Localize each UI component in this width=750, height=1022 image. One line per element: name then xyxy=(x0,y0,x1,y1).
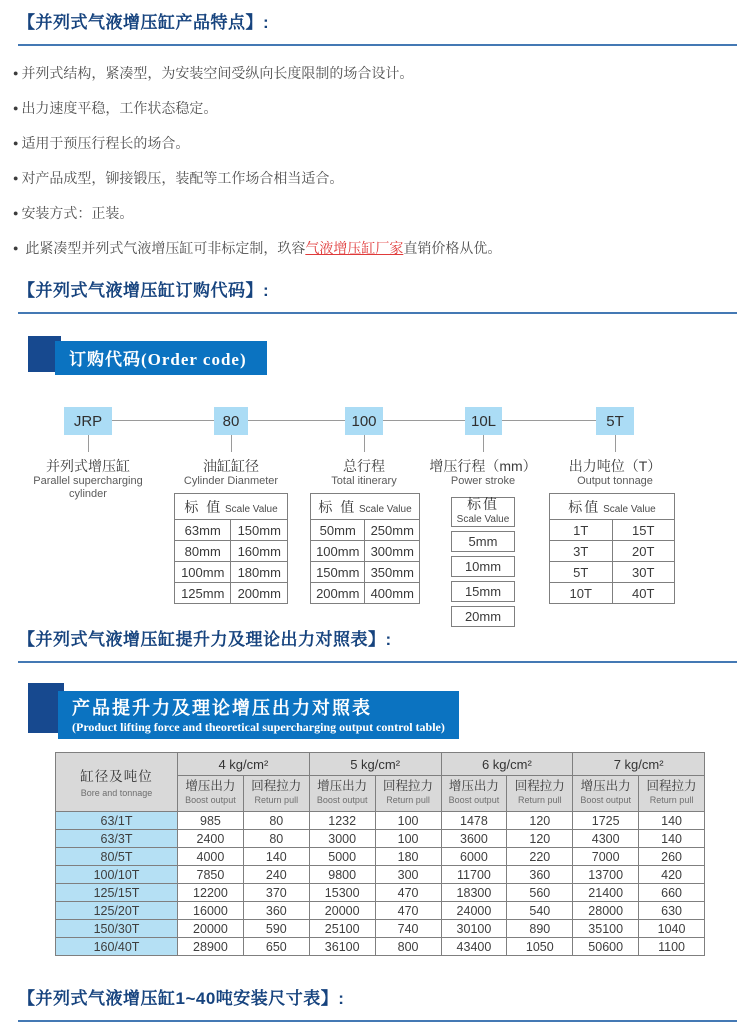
code-label-en: Total itinerary xyxy=(331,475,397,487)
value-cell: 120 xyxy=(507,812,573,830)
table-cell: 400mm xyxy=(365,583,420,604)
bore-tonnage-header xyxy=(56,753,178,812)
table-row xyxy=(550,562,675,583)
value-cell: 35100 xyxy=(573,920,639,938)
value-cell: 4300 xyxy=(573,830,639,848)
connector-tick xyxy=(88,435,89,452)
return-pull-header: 回程拉力 Return pull xyxy=(639,776,705,812)
code-box-bore: 80 xyxy=(214,407,248,435)
table-cell: 200mm xyxy=(311,583,365,604)
table-cell: 40T xyxy=(612,583,675,604)
value-cell: 140 xyxy=(639,830,705,848)
value-cell: 300 xyxy=(375,866,441,884)
value-cell: 220 xyxy=(507,848,573,866)
table-cell: 20mm xyxy=(451,606,515,627)
value-cell: 140 xyxy=(243,848,309,866)
value-cell: 630 xyxy=(639,902,705,920)
scale-value-table xyxy=(310,493,420,604)
code-box-power-stroke: 10L xyxy=(465,407,502,435)
return-pull-header: 回程拉力 Return pull xyxy=(507,776,573,812)
value-cell: 36100 xyxy=(309,938,375,956)
table-cell: 300mm xyxy=(365,541,420,562)
code-label-en: Cylinder Dianmeter xyxy=(183,475,279,487)
table-row xyxy=(56,920,705,938)
value-cell: 9800 xyxy=(309,866,375,884)
feature-text: 此紧凑型并列式气液增压缸可非标定制，玖容 xyxy=(25,240,306,256)
value-cell: 50600 xyxy=(573,938,639,956)
code-box-jrp: JRP xyxy=(64,407,112,435)
value-cell: 1478 xyxy=(441,812,507,830)
value-cell: 560 xyxy=(507,884,573,902)
table-row xyxy=(175,541,288,562)
dimension-section-title: 【并列式气液增压缸1~40吨安装尺寸表】: xyxy=(18,989,345,1008)
value-cell: 1232 xyxy=(309,812,375,830)
value-cell: 470 xyxy=(375,902,441,920)
table-row xyxy=(451,531,515,552)
boost-output-header: 增压出力 Boost output xyxy=(309,776,375,812)
value-cell: 260 xyxy=(639,848,705,866)
table-row xyxy=(56,848,705,866)
table-cell: 10mm xyxy=(451,556,515,577)
boost-output-header: 增压出力 Boost output xyxy=(178,776,244,812)
return-pull-header: 回程拉力 Return pull xyxy=(243,776,309,812)
connector-tick xyxy=(615,435,616,452)
bore-tonnage-cell: 160/40T xyxy=(56,938,178,956)
value-cell: 12200 xyxy=(178,884,244,902)
table-cell: 30T xyxy=(612,562,675,583)
table-row xyxy=(175,583,288,604)
scale-value-header: 标 值 Scale Value xyxy=(175,494,288,520)
table-cell: 63mm xyxy=(175,520,231,541)
code-label-cn: 总行程 xyxy=(343,458,385,474)
feature-list xyxy=(13,63,750,258)
feature-item: ● 适用于预压行程长的场合。 xyxy=(13,133,750,153)
pressure-header: 6 kg/cm² xyxy=(441,753,573,776)
bore-tonnage-cell: 125/20T xyxy=(56,902,178,920)
value-cell: 28900 xyxy=(178,938,244,956)
order-code-banner xyxy=(28,336,750,375)
value-cell: 30100 xyxy=(441,920,507,938)
connector-tick xyxy=(364,435,365,452)
value-cell: 18300 xyxy=(441,884,507,902)
divider xyxy=(18,661,737,663)
table-row xyxy=(56,830,705,848)
value-cell: 660 xyxy=(639,884,705,902)
code-box-tonnage: 5T xyxy=(596,407,634,435)
connector-tick xyxy=(483,435,484,452)
table-cell: 180mm xyxy=(231,562,288,583)
scale-value-table-tonnage xyxy=(549,493,675,604)
force-table-banner xyxy=(28,683,750,739)
value-cell: 890 xyxy=(507,920,573,938)
pressure-header: 7 kg/cm² xyxy=(573,753,705,776)
boost-output-header: 增压出力 Boost output xyxy=(573,776,639,812)
value-cell: 28000 xyxy=(573,902,639,920)
value-cell: 13700 xyxy=(573,866,639,884)
table-cell: 150mm xyxy=(231,520,288,541)
table-row xyxy=(311,520,420,541)
table-cell: 15T xyxy=(612,520,675,541)
order-section-title: 【并列式气液增压缸订购代码】: xyxy=(18,281,270,300)
code-box-stroke: 100 xyxy=(345,407,383,435)
divider xyxy=(18,312,737,314)
value-cell: 21400 xyxy=(573,884,639,902)
value-cell: 20000 xyxy=(178,920,244,938)
feature-item: ● 出力速度平稳，工作状态稳定。 xyxy=(13,98,750,118)
value-cell: 7000 xyxy=(573,848,639,866)
table-row xyxy=(550,541,675,562)
table-row xyxy=(311,562,420,583)
feature-text: 直销价格从优。 xyxy=(403,240,502,256)
value-cell: 100 xyxy=(375,812,441,830)
value-cell: 1050 xyxy=(507,938,573,956)
value-cell: 80 xyxy=(243,830,309,848)
value-cell: 5000 xyxy=(309,848,375,866)
code-label-en: Output tonnage xyxy=(577,475,653,487)
feature-item: ● 对产品成型，铆接锻压，装配等工作场合相当适合。 xyxy=(13,168,750,188)
order-code-diagram xyxy=(0,407,750,624)
value-cell: 985 xyxy=(178,812,244,830)
code-label-cn: 油缸缸径 xyxy=(203,458,259,474)
value-cell: 80 xyxy=(243,812,309,830)
comparison-table xyxy=(55,752,705,956)
bore-tonnage-cell: 63/3T xyxy=(56,830,178,848)
scale-value-table-bore xyxy=(174,493,288,604)
value-cell: 360 xyxy=(507,866,573,884)
bore-tonnage-cell: 80/5T xyxy=(56,848,178,866)
value-cell: 1725 xyxy=(573,812,639,830)
value-cell: 24000 xyxy=(441,902,507,920)
feature-item: ● 并列式结构，紧凑型，为安装空间受纵向长度限制的场合设计。 xyxy=(13,63,750,83)
code-label-cn: 增压行程（mm） xyxy=(429,458,537,474)
table-row xyxy=(311,583,420,604)
value-cell: 7850 xyxy=(178,866,244,884)
connector-tick xyxy=(231,435,232,452)
value-cell: 420 xyxy=(639,866,705,884)
banner-label xyxy=(58,691,459,739)
feature-item xyxy=(13,238,750,258)
bore-tonnage-cell: 63/1T xyxy=(56,812,178,830)
value-cell: 370 xyxy=(243,884,309,902)
value-cell: 3000 xyxy=(309,830,375,848)
value-cell: 6000 xyxy=(441,848,507,866)
banner-title-en: (Product lifting force and theoretical supercharging output control table) xyxy=(72,720,445,734)
value-cell: 43400 xyxy=(441,938,507,956)
banner-title-cn: 产品提升力及理论增压出力对照表 xyxy=(72,698,372,718)
value-cell: 590 xyxy=(243,920,309,938)
table-cell: 160mm xyxy=(231,541,288,562)
table-row xyxy=(175,520,288,541)
banner-label: 订购代码(Order code) xyxy=(55,341,267,375)
value-cell: 11700 xyxy=(441,866,507,884)
value-cell: 1100 xyxy=(639,938,705,956)
table-row xyxy=(311,541,420,562)
table-cell: 1T xyxy=(550,520,613,541)
pressure-header: 4 kg/cm² xyxy=(178,753,310,776)
features-section-title: 【并列式气液增压缸产品特点】: xyxy=(18,13,270,32)
value-cell: 470 xyxy=(375,884,441,902)
value-cell: 25100 xyxy=(309,920,375,938)
table-cell: 80mm xyxy=(175,541,231,562)
value-cell: 4000 xyxy=(178,848,244,866)
scale-value-table xyxy=(451,493,515,631)
scale-value-header: 标值 Scale Value xyxy=(550,494,675,520)
scale-value-header: 标 值 Scale Value xyxy=(311,494,420,520)
value-cell: 800 xyxy=(375,938,441,956)
scale-value-header: 标值 Scale Value xyxy=(451,497,515,527)
divider xyxy=(18,44,737,46)
table-cell: 5mm xyxy=(451,531,515,552)
header-en: Bore and tonnage xyxy=(80,788,153,798)
table-row xyxy=(56,866,705,884)
value-cell: 20000 xyxy=(309,902,375,920)
header-cn: 缸径及吨位 xyxy=(80,769,153,784)
table-row xyxy=(56,902,705,920)
value-cell: 180 xyxy=(375,848,441,866)
table-cell: 20T xyxy=(612,541,675,562)
table-cell: 50mm xyxy=(311,520,365,541)
scale-value-table xyxy=(549,493,675,604)
table-row xyxy=(56,812,705,830)
table-cell: 15mm xyxy=(451,581,515,602)
value-cell: 15300 xyxy=(309,884,375,902)
value-cell: 740 xyxy=(375,920,441,938)
return-pull-header: 回程拉力 Return pull xyxy=(375,776,441,812)
table-row xyxy=(451,581,515,602)
table-row xyxy=(550,520,675,541)
pressure-header: 5 kg/cm² xyxy=(309,753,441,776)
table-row xyxy=(175,562,288,583)
code-label-cn: 出力吨位（T） xyxy=(568,458,662,474)
code-label-en: Parallel supercharging cylinder xyxy=(33,475,143,500)
table-cell: 150mm xyxy=(311,562,365,583)
value-cell: 540 xyxy=(507,902,573,920)
table-cell: 100mm xyxy=(311,541,365,562)
value-cell: 1040 xyxy=(639,920,705,938)
comparison-table-body xyxy=(56,812,705,956)
table-cell: 3T xyxy=(550,541,613,562)
value-cell: 650 xyxy=(243,938,309,956)
value-cell: 120 xyxy=(507,830,573,848)
scale-value-table xyxy=(174,493,288,604)
table-cell: 5T xyxy=(550,562,613,583)
table-cell: 250mm xyxy=(365,520,420,541)
table-row xyxy=(56,938,705,956)
bore-tonnage-cell: 150/30T xyxy=(56,920,178,938)
bore-tonnage-cell: 100/10T xyxy=(56,866,178,884)
scale-value-table-power-stroke xyxy=(451,493,515,631)
table-cell: 100mm xyxy=(175,562,231,583)
code-label-en: Power stroke xyxy=(450,475,516,487)
table-row xyxy=(56,884,705,902)
table-row xyxy=(451,606,515,627)
table-cell: 350mm xyxy=(365,562,420,583)
value-cell: 3600 xyxy=(441,830,507,848)
scale-value-table-stroke xyxy=(310,493,420,604)
table-cell: 200mm xyxy=(231,583,288,604)
table-cell: 125mm xyxy=(175,583,231,604)
value-cell: 16000 xyxy=(178,902,244,920)
value-cell: 240 xyxy=(243,866,309,884)
comparison-table-head xyxy=(56,753,705,812)
table-row xyxy=(550,583,675,604)
boost-output-header: 增压出力 Boost output xyxy=(441,776,507,812)
table-row xyxy=(451,556,515,577)
value-cell: 100 xyxy=(375,830,441,848)
bore-tonnage-cell: 125/15T xyxy=(56,884,178,902)
code-label-cn: 并列式增压缸 xyxy=(46,458,130,474)
manufacturer-link[interactable]: 气液增压缸厂家 xyxy=(305,240,404,256)
value-cell: 140 xyxy=(639,812,705,830)
force-section-title: 【并列式气液增压缸提升力及理论出力对照表】: xyxy=(18,630,392,649)
table-cell: 10T xyxy=(550,583,613,604)
value-cell: 2400 xyxy=(178,830,244,848)
feature-item: ● 安装方式：正装。 xyxy=(13,203,750,223)
value-cell: 360 xyxy=(243,902,309,920)
